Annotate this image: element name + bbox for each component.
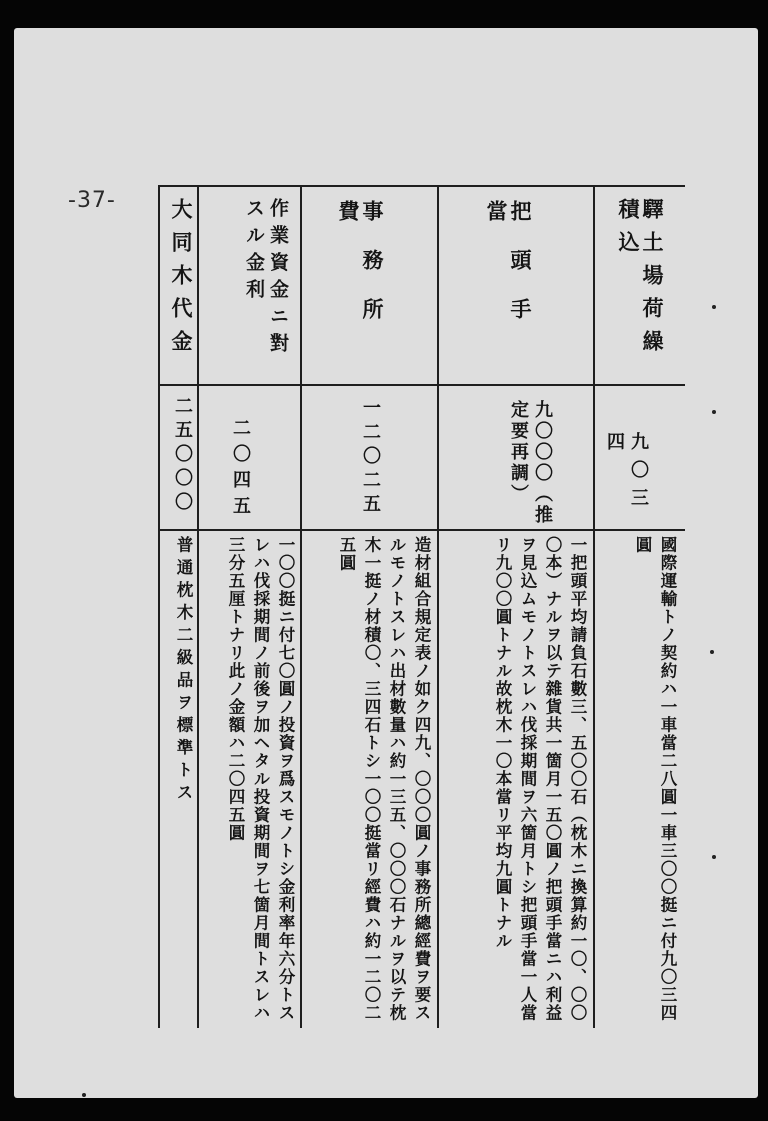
value-working-capital-interest: 二〇四五 <box>230 418 251 522</box>
page-number: -37- <box>68 188 116 213</box>
header-office-expenses: 事務所費 <box>336 200 385 347</box>
note-foreman-allowance: 一把頭平均請負石數三、五〇〇石（枕木ニ換算約一〇、〇〇〇本）ナルヲ以テ雜貨共一箇月一五〇圓ノ把頭手當ニハ利益ヲ見込ムモノトスレハ伐採期間ヲ六箇月トシ把頭手當一人當リ九〇〇圓トナル故枕木一〇本當リ平均九圓トナル <box>493 536 587 1022</box>
column-divider-1 <box>197 185 199 1028</box>
scan-speck <box>712 855 716 859</box>
scan-speck <box>712 305 716 309</box>
table-border-left <box>158 185 160 1028</box>
note-station-loading: 國際運輸トノ契約ハ一車當二八圓一車三〇〇挺ニ付九〇三四圓 <box>633 536 677 1022</box>
column-divider-3 <box>437 185 439 1028</box>
column-divider-4 <box>593 185 595 1028</box>
value-station-loading: 九〇三四 <box>604 432 649 516</box>
header-datong-timber-price: 大同木代金 <box>169 198 194 363</box>
header-row-divider <box>158 384 685 386</box>
note-datong-timber-price: 普通枕木二級品ヲ標準トス <box>174 536 193 806</box>
table-border-top <box>158 185 685 187</box>
scan-speck <box>710 650 714 654</box>
header-working-capital-interest: 作業資金ニ對スル金利 <box>243 198 289 360</box>
column-divider-2 <box>300 185 302 1028</box>
value-foreman-allowance: 九〇〇〇（推定要再調） <box>508 400 553 526</box>
header-station-loading: 驛土場荷繰積込 <box>616 198 665 363</box>
scan-speck <box>82 1093 86 1097</box>
value-row-divider <box>158 529 685 531</box>
scan-speck <box>712 410 716 414</box>
note-office-expenses: 造材組合規定表ノ如ク四九、〇〇〇圓ノ事務所總經費ヲ要スルモノトスレハ出材數量ハ約一三五、〇〇〇石ナルヲ以テ枕木一挺ノ材積〇、三四石トシ一〇〇挺當リ經費ハ約一二〇二五圓 <box>337 536 431 1022</box>
note-working-capital-interest: 一〇〇挺ニ付七〇圓ノ投資ヲ爲スモノトシ金利率年六分トスレハ伐採期間ノ前後ヲ加ヘタル投資期間ヲ七箇月間トスレハ三分五厘トナリ此ノ金額ハ二〇四五圓 <box>226 536 295 1022</box>
value-datong-timber-price: 二五〇〇〇 <box>172 396 193 516</box>
value-office-expenses: 一二〇二五 <box>360 398 381 518</box>
header-foreman-allowance: 把頭手當 <box>484 200 533 347</box>
